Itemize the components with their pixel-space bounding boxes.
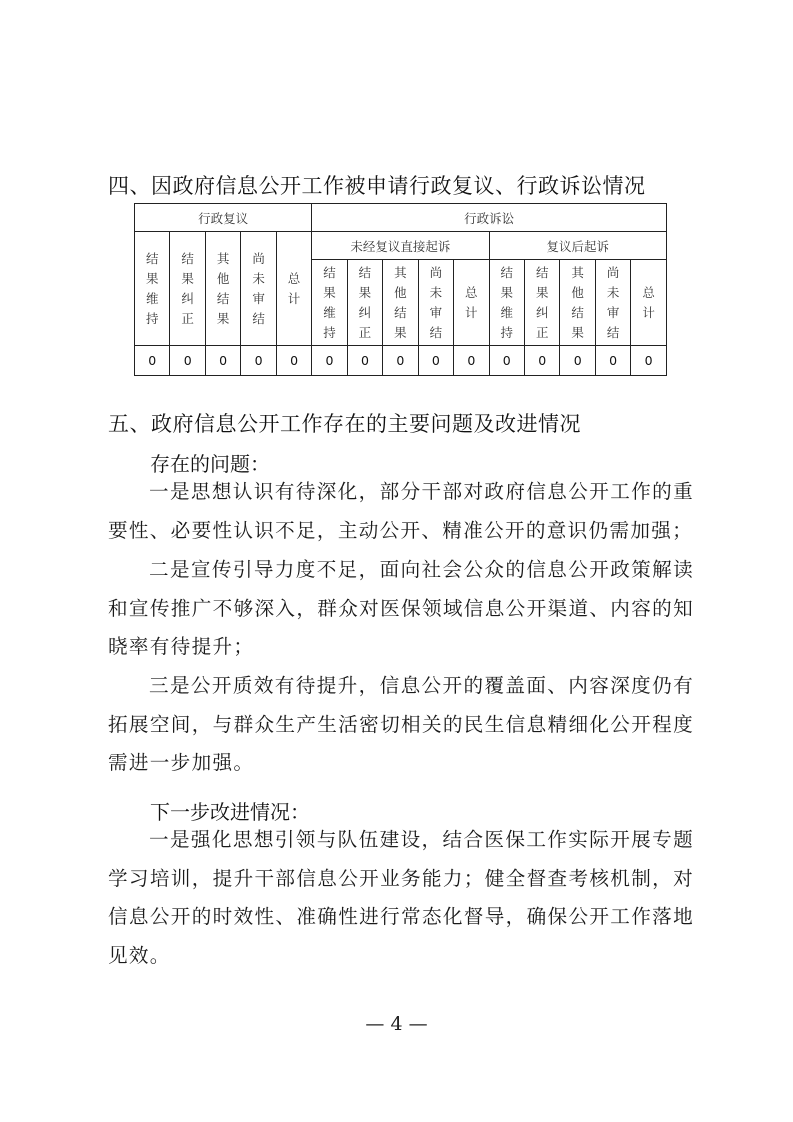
section-5-heading: 五、政府信息公开工作存在的主要问题及改进情况 (108, 412, 581, 436)
col-after-total: 总计 (631, 260, 667, 346)
col-after-upheld: 结果维持 (489, 260, 524, 346)
col-direct-pending: 尚未审结 (418, 260, 453, 346)
col-after-corrected: 结果纠正 (524, 260, 559, 346)
table-cell: 0 (170, 346, 205, 376)
table-cell: 0 (489, 346, 524, 376)
col-direct-total: 总计 (454, 260, 489, 346)
problem-paragraph-1: 一是思想认识有待深化，部分干部对政府信息公开工作的重要性、必要性认识不足，主动公开、精准公开的意识仍需加强； (108, 480, 694, 542)
table-row (135, 346, 667, 376)
problem-paragraph-2: 二是宣传引导力度不足，面向社会公众的信息公开政策解读和宣传推广不够深入，群众对医保领域信息公开渠道、内容的知晓率有待提升； (108, 558, 694, 658)
improvements-heading: 下一步改进情况： (150, 800, 310, 824)
table-cell: 0 (383, 346, 418, 376)
table-cell: 0 (631, 346, 667, 376)
section-4-heading: 四、因政府信息公开工作被申请行政复议、行政诉讼情况 (108, 174, 646, 198)
admin-review-litigation-table (134, 203, 667, 376)
col-review-total: 总计 (276, 232, 311, 346)
table-cell: 0 (205, 346, 240, 376)
col-review-upheld: 结果维持 (135, 232, 170, 346)
table-cell: 0 (135, 346, 170, 376)
col-direct-upheld: 结果维持 (312, 260, 347, 346)
header-direct-litigation: 未经复议直接起诉 (312, 232, 489, 260)
table-cell: 0 (347, 346, 382, 376)
problem-paragraph-3: 三是公开质效有待提升，信息公开的覆盖面、内容深度仍有拓展空间，与群众生产生活密切相关的民生信息精细化公开程度需进一步加强。 (108, 674, 694, 774)
problems-heading: 存在的问题： (150, 452, 270, 476)
header-admin-review: 行政复议 (135, 204, 312, 232)
col-review-other: 其他结果 (205, 232, 240, 346)
table-cell: 0 (560, 346, 595, 376)
table-cell: 0 (454, 346, 489, 376)
col-direct-corrected: 结果纠正 (347, 260, 382, 346)
header-admin-litigation: 行政诉讼 (312, 204, 667, 232)
page-number: — 4 — (365, 1013, 428, 1035)
col-after-pending: 尚未审结 (595, 260, 630, 346)
table-cell: 0 (595, 346, 630, 376)
table-cell: 0 (418, 346, 453, 376)
table-cell: 0 (276, 346, 311, 376)
col-review-corrected: 结果纠正 (170, 232, 205, 346)
improvement-paragraph-1: 一是强化思想引领与队伍建设，结合医保工作实际开展专题学习培训，提升干部信息公开业务能力；健全督查考核机制，对信息公开的时效性、准确性进行常态化督导，确保公开工作落地见效。 (108, 828, 694, 967)
table-cell: 0 (524, 346, 559, 376)
table-cell: 0 (241, 346, 276, 376)
col-direct-other: 其他结果 (383, 260, 418, 346)
header-litigation-after-review: 复议后起诉 (489, 232, 666, 260)
table-cell: 0 (312, 346, 347, 376)
col-review-pending: 尚未审结 (241, 232, 276, 346)
col-after-other: 其他结果 (560, 260, 595, 346)
